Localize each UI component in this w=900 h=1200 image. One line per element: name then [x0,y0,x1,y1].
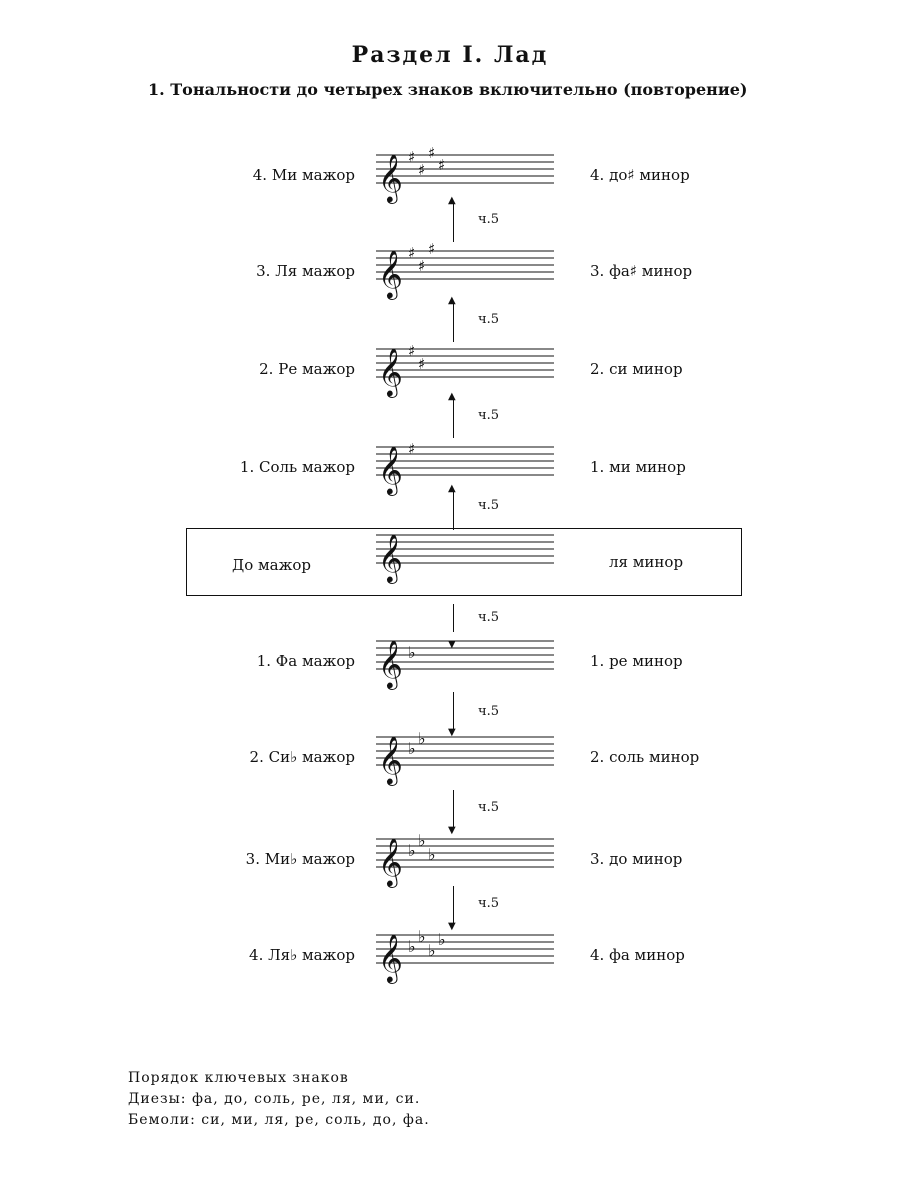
treble-clef-icon: 𝄞 [378,249,403,298]
flat-icon: ♭ [408,643,416,662]
major-key-label: 1. Фа мажор [256,652,355,670]
sharp-icon: ♯ [408,342,416,360]
arrow-down-icon: ▼ [453,886,455,926]
staff [376,334,556,404]
flat-icon: ♭ [428,845,436,864]
sharps-order: Диезы: фа, до, соль, ре, ля, ми, си. [128,1091,421,1107]
interval-label: ч.5 [478,704,499,719]
interval-label: ч.5 [478,408,499,423]
flat-icon: ♭ [418,927,426,946]
interval-label: ч.5 [478,312,499,327]
minor-key-label: 1. ми минор [590,458,686,476]
staff [376,920,556,990]
key-row-flat-4 [0,920,900,990]
interval-label: ч.5 [478,896,499,911]
major-key-label: 2. Си♭ мажор [249,748,355,766]
flats-order: Бемоли: си, ми, ля, ре, соль, до, фа. [128,1112,430,1128]
key-row-flat-1 [0,626,900,696]
flat-icon: ♭ [418,831,426,850]
staff [376,140,556,210]
staff [376,626,556,696]
arrow-up-icon: ▲ [453,202,455,242]
sharp-icon: ♯ [438,156,446,174]
major-key-label: 3. Ми♭ мажор [245,850,355,868]
arrow-up-icon: ▲ [453,398,455,438]
minor-key-label: 1. ре минор [590,652,683,670]
sharp-icon: ♯ [418,355,426,373]
arrow-down-icon: ▼ [453,790,455,830]
treble-clef-icon: 𝄞 [378,347,403,396]
flat-icon: ♭ [408,937,416,956]
center-key-frame [186,528,742,596]
sharp-icon: ♯ [408,440,416,458]
staff [376,722,556,792]
staff [376,432,556,502]
major-key-label: 2. Ре мажор [259,360,355,378]
treble-clef-icon: 𝄞 [378,533,403,582]
interval-label: ч.5 [478,498,499,513]
minor-key-label: 3. фа♯ минор [590,262,693,280]
major-key-label: 3. Ля мажор [256,262,355,280]
major-key-label: 4. Ля♭ мажор [249,946,355,964]
key-row-flat-3 [0,824,900,894]
footer-heading: Порядок ключевых знаков [128,1070,349,1086]
section-subtitle: 1. Тональности до четырех знаков включительно (повторение) [148,80,748,99]
page-title: Раздел I. Лад [351,42,549,68]
flat-icon: ♭ [408,739,416,758]
major-key-label: 4. Ми мажор [252,166,355,184]
arrow-down-icon: ▼ [453,692,455,732]
flat-icon: ♭ [428,941,436,960]
minor-key-label: 2. соль минор [590,748,700,766]
major-key-label: 1. Соль мажор [239,458,355,476]
treble-clef-icon: 𝄞 [378,735,403,784]
minor-key-label: 2. си минор [590,360,683,378]
key-row-flat-2 [0,722,900,792]
sharp-icon: ♯ [428,144,436,162]
treble-clef-icon: 𝄞 [378,933,403,982]
sharp-icon: ♯ [408,148,416,166]
minor-key-label: 3. до минор [590,850,683,868]
sharp-icon: ♯ [418,257,426,275]
minor-key-label: ля минор [609,553,684,571]
treble-clef-icon: 𝄞 [378,639,403,688]
staff [376,520,556,590]
arrow-up-icon: ▲ [453,302,455,342]
flat-icon: ♭ [418,729,426,748]
interval-label: ч.5 [478,212,499,227]
key-signature-order [128,1068,430,1131]
minor-key-label: 4. до♯ минор [590,166,690,184]
flat-icon: ♭ [438,930,446,949]
staff [376,236,556,306]
staff [376,824,556,894]
treble-clef-icon: 𝄞 [378,445,403,494]
flat-icon: ♭ [408,841,416,860]
treble-clef-icon: 𝄞 [378,837,403,886]
interval-label: ч.5 [478,800,499,815]
sharp-icon: ♯ [428,240,436,258]
treble-clef-icon: 𝄞 [378,153,403,202]
minor-key-label: 4. фа минор [590,946,685,964]
sharp-icon: ♯ [418,161,426,179]
arrow-down-icon: ▼ [453,604,455,644]
arrow-up-icon: ▲ [453,490,455,530]
major-key-label: До мажор [232,556,312,574]
sharp-icon: ♯ [408,244,416,262]
interval-label: ч.5 [478,610,499,625]
